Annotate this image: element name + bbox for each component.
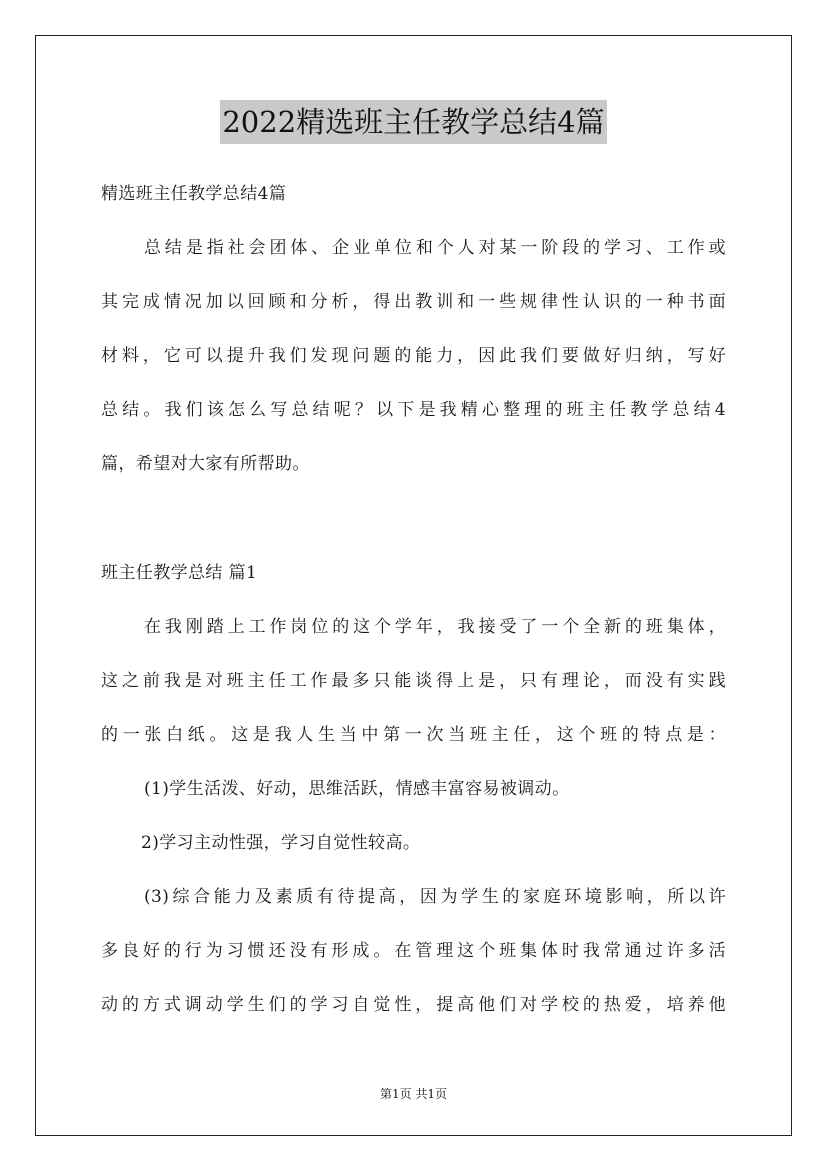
subtitle: 精选班主任教学总结4篇 [101, 184, 287, 204]
intro-line: 篇，希望对大家有所帮助。 [101, 454, 310, 474]
body-line: 2)学习主动性强，学习自觉性较高。 [141, 833, 421, 853]
intro-line: 材料，它可以提升我们发现问题的能力，因此我们要做好归纳，写好 [101, 346, 726, 366]
title-wrap [0, 100, 827, 144]
section-heading: 班主任教学总结 篇1 [101, 563, 258, 583]
document-title: 2022精选班主任教学总结4篇 [220, 100, 606, 144]
body-line: 在我刚踏上工作岗位的这个学年，我接受了一个全新的班集体， [144, 617, 726, 637]
intro-line: 总结。我们该怎么写总结呢？以下是我精心整理的班主任教学总结4 [101, 400, 726, 420]
body-line: 的一张白纸。这是我人生当中第一次当班主任，这个班的特点是： [101, 725, 726, 745]
intro-line: 总结是指社会团体、企业单位和个人对某一阶段的学习、工作或 [144, 238, 726, 258]
body-line: (3)综合能力及素质有待提高，因为学生的家庭环境影响，所以许 [144, 887, 726, 907]
page-footer: 第1页 共1页 [379, 1087, 448, 1101]
body-line: 多良好的行为习惯还没有形成。在管理这个班集体时我常通过许多活 [101, 941, 726, 961]
intro-line: 其完成情况加以回顾和分析，得出教训和一些规律性认识的一种书面 [101, 292, 726, 312]
body-line: 这之前我是对班主任工作最多只能谈得上是，只有理论，而没有实践 [101, 671, 726, 691]
body-line: 动的方式调动学生们的学习自觉性，提高他们对学校的热爱，培养他 [101, 995, 726, 1015]
body-line: (1)学生活泼、好动，思维活跃，情感丰富容易被调动。 [144, 779, 570, 799]
